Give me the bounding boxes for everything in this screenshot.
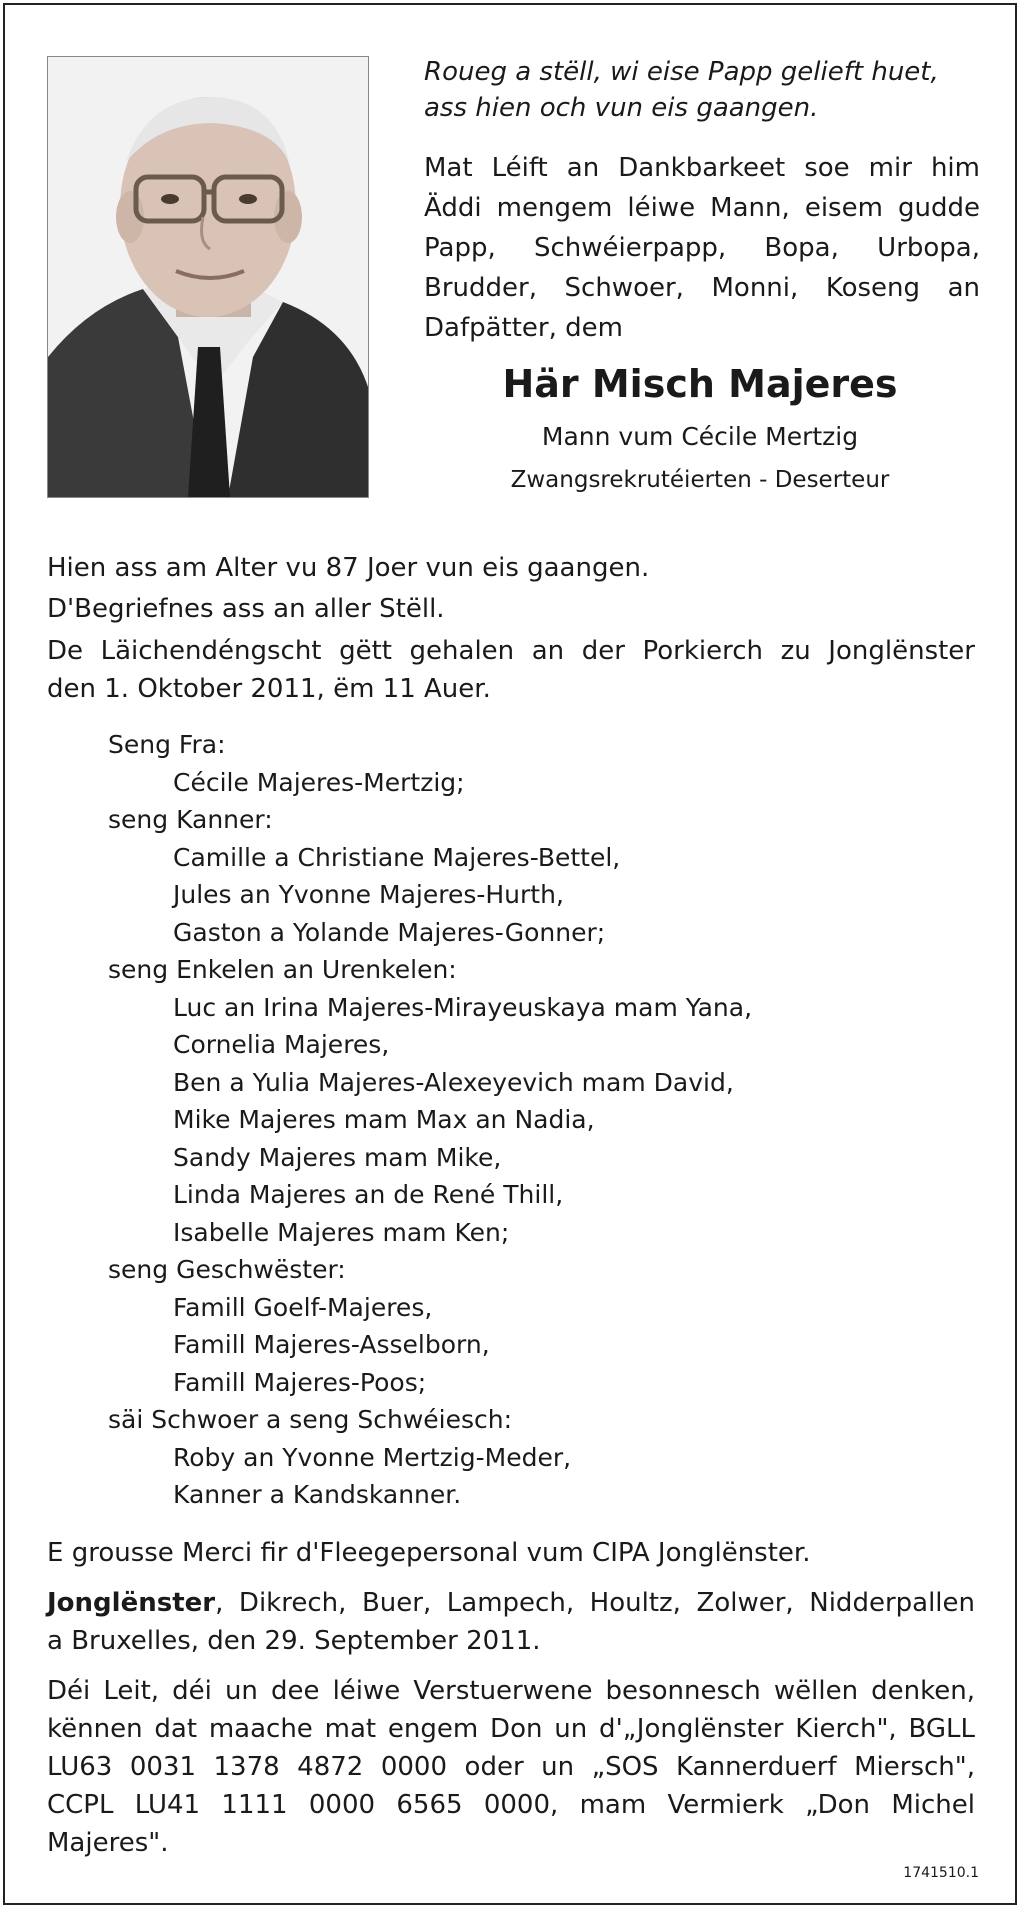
donation-line: kënnen dat maache mat engem Don un d'„Jonglënster Kierch", BGLL [47,1714,975,1744]
family-member: Gaston a Yolande Majeres-Gonner; [173,917,606,947]
family-member: Cornelia Majeres, [173,1030,390,1059]
intro-line: Papp, Schwéierpapp, Bopa, Urbopa, [424,233,980,263]
family-member: Linda Majeres an de René Thill, [173,1180,564,1209]
donation-line: Déi Leit, déi un dee léiwe Verstuerwene besonnesch wëllen denken, [47,1676,975,1706]
family-list [108,726,988,1514]
place-towns: , Dikrech, Buer, Lampech, Houltz, Zolwer, Nidderpallen [215,1588,975,1618]
deceased-note: Zwangsrekrutéierten - Deserteur [510,467,890,493]
age-line: Hien ass am Alter vu 87 Joer vun eis gaangen. [47,553,650,583]
deceased-name: Här Misch Majeres [502,362,898,406]
place-date-line: a Bruxelles, den 29. September 2011. [47,1626,541,1656]
intro-line: Äddi mengem léiwe Mann, eisem gudde [424,193,980,223]
portrait-photo [47,56,369,498]
family-member: Famill Goelf-Majeres, [173,1292,433,1322]
family-member: Jules an Yvonne Majeres-Hurth, [173,880,564,909]
family-member: Camille a Christiane Majeres-Bettel, [173,842,621,872]
family-member: Luc an Irina Majeres-Mirayeuskaya mam Yana, [173,992,753,1022]
family-member: Cécile Majeres-Mertzig; [173,767,465,797]
family-member: Mike Majeres mam Max an Nadia, [173,1105,595,1134]
intro-line: Mat Léift an Dankbarkeet soe mir him [424,153,980,183]
intro-paragraph [424,148,980,348]
place-line [47,1584,975,1622]
donation-line: Majeres". [47,1828,169,1858]
thanks-line: E grousse Merci fir d'Fleegepersonal vum CIPA Jonglënster. [47,1538,811,1568]
donation-paragraph [47,1672,975,1862]
spouse-line: Mann vum Cécile Mertzig [541,422,859,451]
family-member: Famill Majeres-Poos; [173,1367,427,1397]
family-heading: seng Kanner: [108,805,273,834]
funeral-line: den 1. Oktober 2011, ëm 11 Auer. [47,674,491,704]
reference-number: 1741510.1 [903,1865,979,1881]
family-member: Famill Majeres-Asselborn, [173,1330,490,1359]
family-member: Kanner a Kandskanner. [173,1480,462,1509]
funeral-paragraph [47,632,975,708]
intro-line: Dafpätter, dem [424,313,623,343]
donation-line: CCPL LU41 1111 0000 6565 0000, mam Vermierk „Don Michel [47,1790,975,1820]
intro-line: Brudder, Schwoer, Monni, Koseng an [424,273,980,303]
family-member: Ben a Yulia Majeres-Alexeyevich mam David, [173,1067,734,1097]
donation-line: LU63 0031 1378 4872 0000 oder un „SOS Kannerduerf Miersch", [47,1752,975,1782]
burial-line: D'Begriefnes ass an aller Stëll. [47,594,445,624]
family-heading: seng Geschwëster: [108,1255,346,1284]
family-member: Roby an Yvonne Mertzig-Meder, [173,1442,572,1472]
family-heading: säi Schwoer a seng Schwéiesch: [108,1405,513,1434]
family-member: Isabelle Majeres mam Ken; [173,1217,510,1247]
place-town-bold: Jonglënster [47,1588,216,1618]
family-heading: Seng Fra: [108,730,226,759]
family-heading: seng Enkelen an Urenkelen: [108,955,457,984]
place-date-paragraph [47,1584,975,1660]
motto-verse [424,54,984,126]
motto-line: ass hien och vun eis gaangen. [424,93,819,123]
funeral-line: De Läichendéngscht gëtt gehalen an der Porkierch zu Jonglënster [47,636,975,666]
family-member: Sandy Majeres mam Mike, [173,1142,502,1172]
motto-line: Roueg a stëll, wi eise Papp gelieft huet, [424,57,939,87]
